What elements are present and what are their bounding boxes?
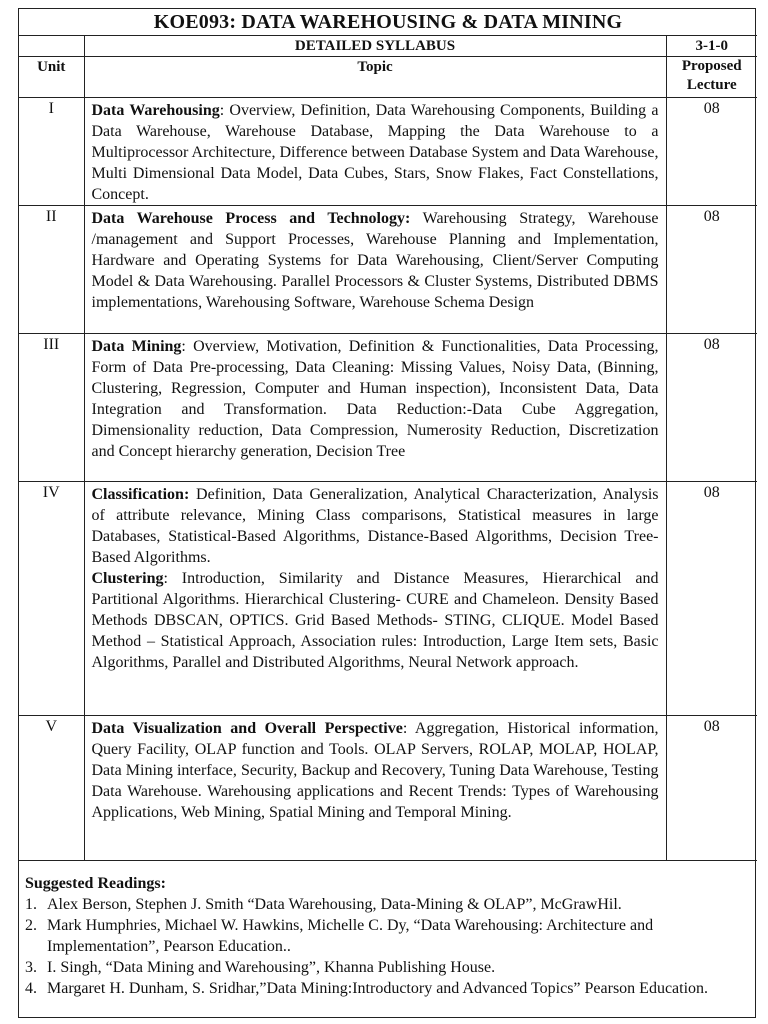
unit-topic (84, 482, 666, 716)
column-header-topic: Topic (84, 57, 666, 98)
unit-body: Warehousing Strategy, Warehouse /management and Support Processes, Warehouse Planning and Implementation, Hardware and Operating Systems for Data Warehousing, Client/Server Computing Model & Data Warehousing. Parallel Processors & Cluster Systems, Distributed DBMS implementations, Warehousing Software, Warehouse Schema Design (91, 210, 659, 311)
suggested-readings (19, 869, 755, 999)
unit-heading: Data Warehousing (91, 102, 220, 119)
reading-text: Mark Humphries, Michael W. Hawkins, Michelle C. Dy, “Data Warehousing: Architecture and Implementation”, Pearson Education.. (47, 917, 654, 955)
unit-body: : Aggregation, Historical information, Query Facility, OLAP function and Tools. OLAP Servers, ROLAP, MOLAP, HOLAP, Data Mining interface, Security, Backup and Recovery, Tuning Data Warehouse, Testing Data Warehouse. Warehousing applications and Recent Trends: Types of Warehousing Applications, Web Mining, Spatial Mining and Temporal Mining. (91, 720, 659, 821)
unit-heading: Data Visualization and Overall Perspective (91, 720, 403, 737)
unit-lectures: 08 (666, 482, 757, 716)
blank-cell (19, 36, 84, 57)
unit-body: : Overview, Motivation, Definition & Functionalities, Data Processing, Form of Data Pre-processing, Data Cleaning: Missing Values, Noisy Data, (Binning, Clustering, Regression, Computer and Human inspection), Inconsistent Data, Data Integration and Transformation. Data Reduction:-Data Cube Aggregation, Dimensionality reduction, Data Compression, Numerosity Reduction, Discretization and Concept hierarchy generation, Decision Tree (91, 338, 659, 460)
unit-topic (84, 98, 666, 206)
unit-heading: Classification: (91, 486, 190, 503)
reading-item (25, 894, 749, 915)
unit-heading-clustering: Clustering (91, 570, 164, 587)
column-header-lecture: Proposed Lecture (666, 57, 757, 98)
unit-number: I (19, 98, 84, 206)
unit-row (19, 716, 757, 861)
unit-lectures: 08 (666, 334, 757, 482)
unit-row (19, 482, 757, 716)
course-title: KOE093: DATA WAREHOUSING & DATA MINING (19, 9, 757, 36)
unit-topic (84, 206, 666, 334)
unit-lectures: 08 (666, 206, 757, 334)
unit-heading: Data Warehouse Process and Technology: (91, 210, 411, 227)
unit-topic (84, 716, 666, 861)
unit-lectures: 08 (666, 716, 757, 861)
unit-number: III (19, 334, 84, 482)
syllabus-table (19, 9, 757, 861)
unit-number: II (19, 206, 84, 334)
column-header-unit: Unit (19, 57, 84, 98)
unit-row (19, 334, 757, 482)
title-row (19, 9, 757, 36)
reading-item (25, 978, 749, 999)
reading-text: Alex Berson, Stephen J. Smith “Data Warehousing, Data-Mining & OLAP”, McGrawHil. (47, 896, 622, 913)
reading-number: 3. (25, 959, 37, 976)
unit-topic (84, 334, 666, 482)
reading-item (25, 957, 749, 978)
reading-text: Margaret H. Dunham, S. Sridhar,”Data Mining:Introductory and Advanced Topics” Pearson Education. (47, 980, 709, 997)
syllabus-sheet (18, 8, 756, 1018)
unit-body: Definition, Data Generalization, Analytical Characterization, Analysis of attribute relevance, Mining Class comparisons, Statistical measures in large Databases, Statistical-Based Algorithms, Distance-Based Algorithms, Decision Tree-Based Algorithms. (91, 486, 659, 566)
unit-row (19, 206, 757, 334)
reading-number: 1. (25, 896, 37, 913)
unit-lectures: 08 (666, 98, 757, 206)
reading-item (25, 915, 749, 957)
unit-heading: Data Mining (91, 338, 182, 355)
reading-text: I. Singh, “Data Mining and Warehousing”, Khanna Publishing House. (47, 959, 496, 976)
reading-number: 4. (25, 980, 37, 997)
unit-row (19, 98, 757, 206)
unit-body-clustering: : Introduction, Similarity and Distance Measures, Hierarchical and Partitional Algorithms. Hierarchical Clustering- CURE and Chameleon. Density Based Methods DBSCAN, OPTICS. Grid Based Methods- STING, CLIQUE. Model Based Method – Statistical Approach, Association rules: Introduction, Large Item sets, Basic Algorithms, Parallel and Distributed Algorithms, Neural Network approach. (91, 570, 659, 671)
syllabus-heading: DETAILED SYLLABUS (84, 36, 666, 57)
column-header-row (19, 57, 757, 98)
unit-number: IV (19, 482, 84, 716)
ltp-value: 3-1-0 (666, 36, 757, 57)
unit-body: : Overview, Definition, Data Warehousing Components, Building a Data Warehouse, Warehouse Database, Mapping the Data Warehouse to a Multiprocessor Architecture, Difference between Database System and Data Warehouse, Multi Dimensional Data Model, Data Cubes, Stars, Snow Flakes, Fact Constellations, Concept. (91, 102, 659, 203)
subheader-row (19, 36, 757, 57)
unit-number: V (19, 716, 84, 861)
reading-number: 2. (25, 917, 37, 934)
readings-title: Suggested Readings: (25, 875, 166, 892)
readings-list (25, 894, 749, 999)
